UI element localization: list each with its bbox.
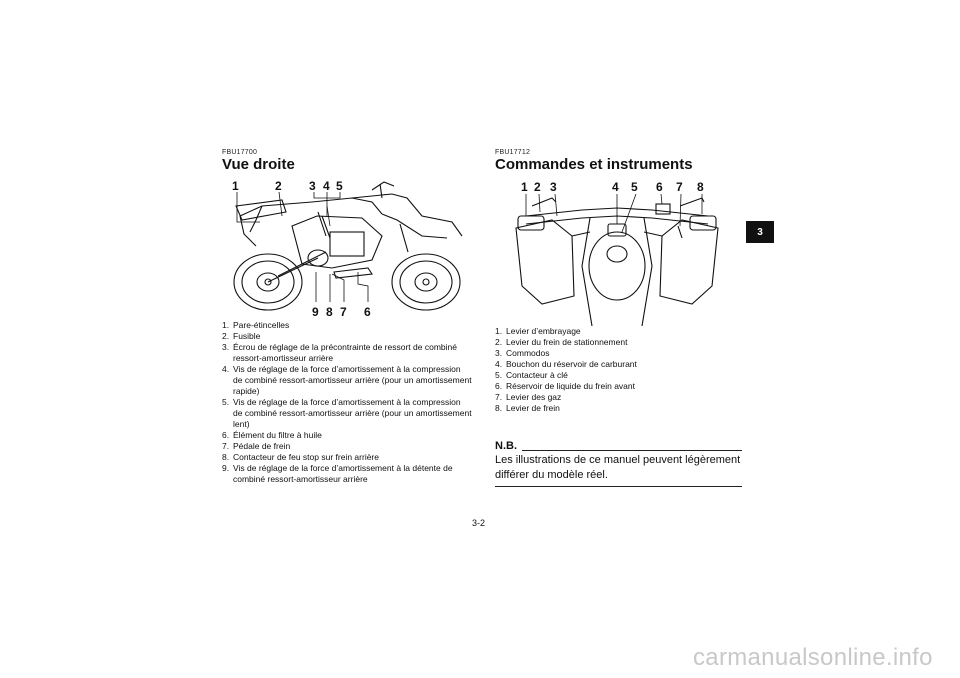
- list-item: 8. Contacteur de feu stop sur frein arrière: [222, 452, 379, 462]
- chapter-tab: 3: [746, 221, 774, 243]
- callout-8: 8: [326, 305, 333, 318]
- parts-list-left: [222, 320, 472, 485]
- section-title-right: Commandes et instruments: [495, 156, 693, 173]
- list-item: 9. Vis de réglage de la force d’amortissement à la détente de combiné ressort-amortisseur arrière: [222, 463, 453, 484]
- section-title-left: Vue droite: [222, 156, 295, 173]
- callout-7: 7: [676, 180, 683, 194]
- callout-2: 2: [275, 179, 282, 193]
- list-item: 6. Élément du filtre à huile: [222, 430, 322, 440]
- list-item: 7. Pédale de frein: [222, 441, 291, 451]
- list-item: 1. Pare-étincelles: [222, 320, 290, 330]
- note-rule-top: [522, 450, 742, 451]
- page-number: 3-2: [472, 518, 486, 528]
- callout-6: 6: [364, 305, 371, 318]
- list-item: 5. Contacteur à clé: [495, 370, 568, 380]
- callout-6: 6: [656, 180, 663, 194]
- callout-5: 5: [631, 180, 638, 194]
- section-code-right: FBU17712: [495, 149, 531, 156]
- callout-4: 4: [612, 180, 619, 194]
- note-rule-bottom: [495, 486, 742, 487]
- list-item: 4. Vis de réglage de la force d’amortissement à la compression de combiné ressort-amortisseur arrière (pour un amortissement rapide): [222, 364, 472, 396]
- list-item: 3. Commodos: [495, 348, 550, 358]
- atv-side-view-illustration: [222, 176, 472, 318]
- note-heading: N.B.: [495, 440, 517, 452]
- parts-list-right: [495, 326, 745, 414]
- callout-2: 2: [534, 180, 541, 194]
- list-item: 1. Levier d’embrayage: [495, 326, 581, 336]
- callout-7: 7: [340, 305, 347, 318]
- list-item: 2. Fusible: [222, 331, 261, 341]
- list-item: 4. Bouchon du réservoir de carburant: [495, 359, 637, 369]
- list-item: 5. Vis de réglage de la force d’amortissement à la compression de combiné ressort-amortisseur arrière (pour un amortissement lent): [222, 397, 472, 429]
- section-code-left: FBU17700: [222, 149, 258, 156]
- callout-3: 3: [309, 179, 316, 193]
- note-text: Les illustrations de ce manuel peuvent légèrement différer du modèle réel.: [495, 454, 741, 481]
- list-item: 8. Levier de frein: [495, 403, 560, 413]
- handlebar-controls-illustration: [512, 176, 722, 326]
- callout-1: 1: [232, 179, 239, 193]
- callout-8: 8: [697, 180, 704, 194]
- callout-9: 9: [312, 305, 319, 318]
- watermark: carmanualsonline.info: [693, 644, 933, 671]
- callout-1: 1: [521, 180, 528, 194]
- list-item: 3. Écrou de réglage de la précontrainte de ressort de combiné ressort-amortisseur arrière: [222, 342, 457, 363]
- list-item: 6. Réservoir de liquide du frein avant: [495, 381, 635, 391]
- callout-4: 4: [323, 179, 330, 193]
- callout-3: 3: [550, 180, 557, 194]
- callout-5: 5: [336, 179, 343, 193]
- list-item: 7. Levier des gaz: [495, 392, 562, 402]
- list-item: 2. Levier du frein de stationnement: [495, 337, 628, 347]
